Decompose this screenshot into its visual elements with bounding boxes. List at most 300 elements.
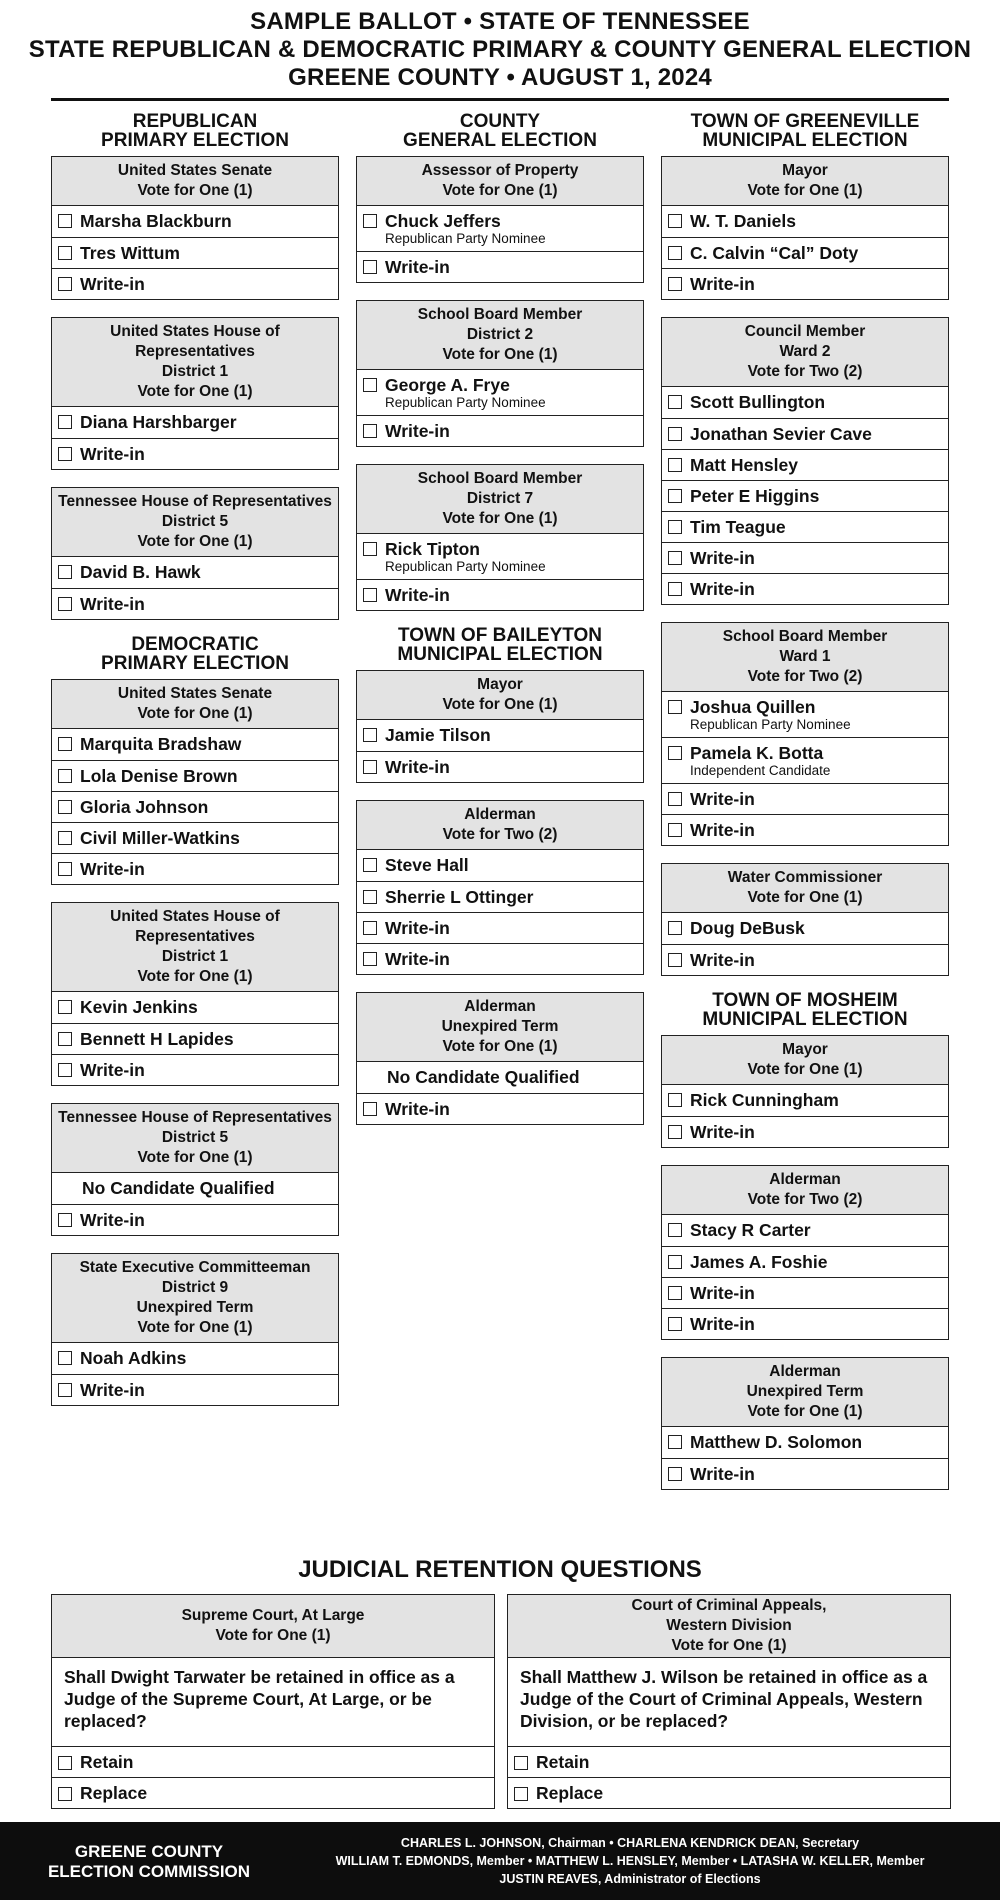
checkbox[interactable] [668,277,682,291]
race-box [356,992,644,1125]
race-header: Alderman Vote for Two (2) [662,1166,948,1215]
candidate-name: Write-in [690,820,755,840]
race-header: State Executive Committeeman District 9 Unexpired Term Vote for One (1) [52,1254,338,1343]
checkbox[interactable] [668,953,682,967]
race-box [51,317,339,470]
option-label: Retain [536,1751,590,1772]
option-retain[interactable] [508,1746,950,1777]
checkbox[interactable] [514,1756,528,1770]
candidate-text [690,698,851,733]
candidate-text [385,888,533,907]
candidate-list [52,206,338,299]
checkbox[interactable] [668,1467,682,1481]
checkbox[interactable] [58,597,72,611]
race-box [51,1103,339,1236]
candidate-option[interactable] [357,206,643,251]
race-header: Assessor of Property Vote for One (1) [357,157,643,206]
candidate-text [690,919,805,938]
judicial-retention-title: JUDICIAL RETENTION QUESTIONS [298,1556,702,1583]
checkbox[interactable] [363,728,377,742]
greeneville-races [661,156,949,976]
checkbox[interactable] [58,246,72,260]
write-in-option[interactable] [662,542,948,573]
candidate-text [80,1211,145,1230]
candidate-list [662,1427,948,1489]
candidate-text [80,767,238,786]
candidate-option[interactable] [52,237,338,268]
candidate-text [385,258,450,277]
candidate-name: Write-in [80,274,145,294]
candidate-option[interactable] [662,1085,948,1116]
write-in-option[interactable] [662,573,948,604]
race-header: School Board Member Ward 1 Vote for Two (2) [662,623,948,692]
candidate-party: Republican Party Nominee [385,395,546,410]
candidate-text [80,998,198,1017]
header-divider [51,98,949,101]
republican-races [51,156,339,620]
candidate-text [690,1123,755,1142]
retention-question-text: Shall Dwight Tarwater be retained in office as a Judge of the Supreme Court, At Large, or be replaced? [64,1667,455,1731]
checkbox[interactable] [668,746,682,760]
candidate-list [357,850,643,974]
candidate-name: Write-in [690,274,755,294]
candidate-text [690,821,755,840]
candidate-name: Scott Bullington [690,392,826,412]
write-in-option[interactable] [662,1308,948,1339]
checkbox[interactable] [58,831,72,845]
write-in-option[interactable] [357,943,643,974]
candidate-name: Write-in [385,257,450,277]
candidate-text [80,798,208,817]
candidate-text [690,393,825,412]
checkbox[interactable] [58,277,72,291]
candidate-option[interactable] [662,737,948,783]
candidate-name: Write-in [385,421,450,441]
checkbox[interactable] [58,862,72,876]
county-general-title: COUNTY GENERAL ELECTION [403,111,597,151]
candidate-list [662,387,948,604]
checkbox[interactable] [363,214,377,228]
race-header: Alderman Vote for Two (2) [357,801,643,850]
candidate-text [385,586,450,605]
candidate-text [690,1091,839,1110]
column-left [51,110,339,1423]
checkbox[interactable] [58,1383,72,1397]
candidate-option[interactable] [662,206,948,237]
candidate-party: Republican Party Nominee [690,717,851,732]
candidate-text [690,212,796,231]
write-in-option[interactable] [662,944,948,975]
candidate-text [690,1433,862,1452]
race-box [661,156,949,300]
write-in-option[interactable] [662,814,948,845]
candidate-list [52,1173,338,1235]
option-replace[interactable] [508,1777,950,1808]
checkbox[interactable] [363,890,377,904]
candidate-party: Republican Party Nominee [385,559,546,574]
checkbox[interactable] [363,260,377,274]
race-box [356,670,644,783]
candidate-text [690,549,755,568]
candidate-name: Rick Cunningham [690,1090,839,1110]
greeneville-municipal-title: TOWN OF GREENEVILLE MUNICIPAL ELECTION [690,111,920,151]
checkbox[interactable] [668,700,682,714]
write-in-option[interactable] [52,1374,338,1405]
candidate-name: Write-in [385,949,450,969]
candidate-text [385,758,450,777]
candidate-option[interactable] [662,449,948,480]
candidate-option[interactable] [662,480,948,511]
candidate-text [80,212,232,231]
candidate-name: Write-in [80,1210,145,1230]
candidate-text [690,1465,755,1484]
candidate-list [52,1343,338,1405]
race-header: United States House of Representatives District 1 Vote for One (1) [52,903,338,992]
checkbox[interactable] [58,1787,72,1801]
candidate-name: James A. Foshie [690,1252,828,1272]
candidate-list [662,206,948,299]
write-in-option[interactable] [357,1093,643,1124]
mosheim-races [661,1035,949,1490]
candidate-text [80,829,240,848]
candidate-name: Tim Teague [690,517,786,537]
checkbox[interactable] [58,1351,72,1365]
candidate-text [80,1061,145,1080]
checkbox[interactable] [58,1063,72,1077]
candidate-text [690,744,830,779]
checkbox[interactable] [668,921,682,935]
candidate-text [690,580,755,599]
race-box [356,156,644,283]
candidate-name: W. T. Daniels [690,211,796,231]
candidate-option[interactable] [662,511,948,542]
candidate-name: Write-in [690,548,755,568]
democratic-races [51,679,339,1406]
candidate-text [80,413,237,432]
candidate-option[interactable] [357,720,643,751]
header-line-3: GREENE COUNTY • AUGUST 1, 2024 [288,64,712,91]
write-in-option[interactable] [357,579,643,610]
candidate-text [690,518,786,537]
checkbox[interactable] [668,458,682,472]
race-box [661,317,949,605]
write-in-option[interactable] [662,783,948,814]
candidate-name: Matt Hensley [690,455,798,475]
checkbox[interactable] [363,760,377,774]
candidate-name: Write-in [80,594,145,614]
candidate-name: Write-in [80,1060,145,1080]
candidate-option[interactable] [52,1023,338,1054]
candidate-name: Write-in [385,585,450,605]
checkbox[interactable] [668,1093,682,1107]
election-commission-footer [0,1822,1000,1900]
candidate-name: Matthew D. Solomon [690,1432,863,1452]
write-in-option[interactable] [662,1116,948,1147]
candidate-name: Doug DeBusk [690,918,805,938]
option-label: Retain [80,1751,134,1772]
option-label: Replace [536,1782,604,1803]
candidate-option[interactable] [52,760,338,791]
write-in-option[interactable] [357,751,643,782]
checkbox[interactable] [668,792,682,806]
write-in-option[interactable] [662,1458,948,1489]
checkbox[interactable] [58,447,72,461]
race-box [661,622,949,846]
write-in-option[interactable] [662,268,948,299]
option-retain[interactable] [52,1746,494,1777]
race-box [661,863,949,976]
checkbox[interactable] [514,1787,528,1801]
race-box [356,464,644,611]
race-header: School Board Member District 2 Vote for One (1) [357,301,643,370]
race-header: United States House of Representatives District 1 Vote for One (1) [52,318,338,407]
candidate-list [357,1062,643,1124]
checkbox[interactable] [58,565,72,579]
candidate-option[interactable] [52,206,338,237]
candidate-name: Write-in [690,1314,755,1334]
write-in-option[interactable] [662,1277,948,1308]
candidate-text [690,487,819,506]
candidate-text [80,595,145,614]
candidate-list [357,206,643,282]
candidate-name: Diana Harshbarger [80,412,237,432]
judicial-question-supreme-court [51,1594,495,1809]
option-label: Replace [80,1782,148,1803]
checkbox[interactable] [668,214,682,228]
write-in-option[interactable] [52,853,338,884]
write-in-option[interactable] [52,268,338,299]
race-header: Council Member Ward 2 Vote for Two (2) [662,318,948,387]
write-in-option[interactable] [52,1054,338,1085]
checkbox[interactable] [668,246,682,260]
no-candidate-qualified: No Candidate Qualified [387,1067,580,1087]
candidate-option[interactable] [52,407,338,438]
candidate-text [690,1253,827,1272]
baileyton-municipal-title: TOWN OF BAILEYTON MUNICIPAL ELECTION [397,625,603,665]
write-in-option[interactable] [357,912,643,943]
race-header: Court of Criminal Appeals, Western Division Vote for One (1) [508,1595,950,1658]
candidate-name: Write-in [690,789,755,809]
candidate-text [690,244,858,263]
candidate-text [80,860,145,879]
race-box [661,1165,949,1340]
republican-primary-title: REPUBLICAN PRIMARY ELECTION [101,111,289,151]
option-replace[interactable] [52,1777,494,1808]
race-box [51,487,339,620]
baileyton-races [356,670,644,1125]
candidate-name: Jamie Tilson [385,725,491,745]
checkbox[interactable] [668,1255,682,1269]
race-box [661,1357,949,1490]
candidate-option[interactable] [357,370,643,415]
race-box [51,902,339,1086]
checkbox[interactable] [668,823,682,837]
candidate-name: Write-in [690,1283,755,1303]
candidate-list [662,913,948,975]
checkbox[interactable] [58,737,72,751]
race-header: Mayor Vote for One (1) [662,157,948,206]
candidate-name: Write-in [690,950,755,970]
candidate-text [385,950,450,969]
candidate-list [357,720,643,782]
race-header: Water Commissioner Vote for One (1) [662,864,948,913]
democratic-primary-title: DEMOCRATIC PRIMARY ELECTION [101,634,289,674]
write-in-option[interactable] [52,438,338,469]
retention-question-text: Shall Matthew J. Wilson be retained in office as a Judge of the Court of Criminal Appeals, Western Division, or be replaced? [520,1667,928,1731]
ballot-header [0,8,1000,92]
race-header: United States Senate Vote for One (1) [52,157,338,206]
candidate-name: Write-in [690,1122,755,1142]
race-box [51,679,339,885]
candidate-name: Joshua Quillen [690,697,816,717]
candidate-text [385,919,450,938]
checkbox[interactable] [668,427,682,441]
header-line-2: STATE REPUBLICAN & DEMOCRATIC PRIMARY & COUNTY GENERAL ELECTION [28,36,972,63]
candidate-text [385,540,546,575]
checkbox[interactable] [668,489,682,503]
checkbox[interactable] [58,1032,72,1046]
checkbox[interactable] [58,1213,72,1227]
candidate-option[interactable] [52,791,338,822]
mosheim-municipal-title: TOWN OF MOSHEIM MUNICIPAL ELECTION [702,990,908,1030]
candidate-name: C. Calvin “Cal” Doty [690,243,859,263]
candidate-name: Stacy R Carter [690,1220,811,1240]
candidate-list [662,1085,948,1147]
candidate-name: Civil Miller-Watkins [80,828,240,848]
candidate-option[interactable] [357,881,643,912]
candidate-option[interactable] [662,418,948,449]
candidate-name: Jonathan Sevier Cave [690,424,872,444]
checkbox[interactable] [58,214,72,228]
candidate-text [690,1284,755,1303]
candidate-list [52,557,338,619]
candidate-option[interactable] [357,534,643,579]
candidate-text [80,275,145,294]
checkbox[interactable] [668,520,682,534]
write-in-option[interactable] [52,1204,338,1235]
candidate-text [80,445,145,464]
checkbox[interactable] [58,1756,72,1770]
race-header: School Board Member District 7 Vote for One (1) [357,465,643,534]
checkbox[interactable] [58,769,72,783]
candidate-name: Rick Tipton [385,539,480,559]
column-middle [356,110,644,1142]
candidate-text [80,1030,234,1049]
candidate-text [80,563,201,582]
candidate-name: George A. Frye [385,375,510,395]
candidate-name: Write-in [80,444,145,464]
checkbox[interactable] [363,921,377,935]
candidate-name: Sherrie L Ottinger [385,887,534,907]
candidate-name: Peter E Higgins [690,486,820,506]
checkbox[interactable] [668,582,682,596]
race-header: Alderman Unexpired Term Vote for One (1) [662,1358,948,1427]
candidate-option[interactable] [52,729,338,760]
no-candidate-qualified: No Candidate Qualified [82,1178,275,1198]
write-in-option[interactable] [357,415,643,446]
candidate-text [690,790,755,809]
candidate-name: Write-in [385,757,450,777]
checkbox[interactable] [363,424,377,438]
write-in-option[interactable] [52,588,338,619]
candidate-name: Write-in [690,579,755,599]
candidate-option[interactable] [662,692,948,737]
write-in-option[interactable] [357,251,643,282]
checkbox[interactable] [58,1000,72,1014]
candidate-name: Marsha Blackburn [80,211,232,231]
candidate-text [690,275,755,294]
checkbox[interactable] [58,415,72,429]
checkbox[interactable] [668,1223,682,1237]
judicial-question-criminal-appeals [507,1594,951,1809]
checkbox[interactable] [668,1435,682,1449]
candidate-party: Independent Candidate [690,763,831,778]
candidate-text [80,1381,145,1400]
checkbox[interactable] [363,378,377,392]
checkbox[interactable] [363,952,377,966]
candidate-name: Bennett H Lapides [80,1029,234,1049]
candidate-option[interactable] [52,822,338,853]
race-header: Mayor Vote for One (1) [357,671,643,720]
race-box [356,800,644,975]
checkbox[interactable] [363,542,377,556]
candidate-name: David B. Hawk [80,562,201,582]
candidate-text [385,212,546,247]
checkbox[interactable] [363,858,377,872]
checkbox[interactable] [668,1125,682,1139]
candidate-name: Write-in [80,1380,145,1400]
race-box [356,300,644,447]
candidate-text [385,1100,450,1119]
race-box [51,1253,339,1406]
checkbox[interactable] [668,551,682,565]
candidate-party: Republican Party Nominee [385,231,546,246]
race-header: Supreme Court, At Large Vote for One (1) [52,1595,494,1658]
checkbox[interactable] [668,1286,682,1300]
candidate-name: Write-in [80,859,145,879]
checkbox[interactable] [668,1317,682,1331]
candidate-option[interactable] [662,913,948,944]
county-races [356,156,644,611]
candidate-option[interactable] [662,387,948,418]
candidate-option[interactable] [662,1215,948,1246]
candidate-list [52,407,338,469]
checkbox[interactable] [58,800,72,814]
candidate-option[interactable] [662,1246,948,1277]
candidate-option[interactable] [662,237,948,268]
commission-name: GREENE COUNTY ELECTION COMMISSION [47,1842,251,1881]
candidate-text [385,856,469,875]
candidate-text [690,425,872,444]
checkbox[interactable] [668,395,682,409]
checkbox[interactable] [363,1102,377,1116]
candidate-name: Gloria Johnson [80,797,209,817]
candidate-text [385,376,546,411]
candidate-text [690,1221,811,1240]
candidate-name: Pamela K. Botta [690,743,824,763]
candidate-option[interactable] [357,850,643,881]
race-header: Tennessee House of Representatives District 5 Vote for One (1) [52,488,338,557]
candidate-list [52,729,338,884]
candidate-text [385,726,491,745]
candidate-option[interactable] [52,557,338,588]
checkbox[interactable] [363,588,377,602]
candidate-name: Chuck Jeffers [385,211,501,231]
candidate-option[interactable] [662,1427,948,1458]
candidate-text [80,244,180,263]
candidate-option[interactable] [52,992,338,1023]
candidate-option[interactable] [52,1343,338,1374]
